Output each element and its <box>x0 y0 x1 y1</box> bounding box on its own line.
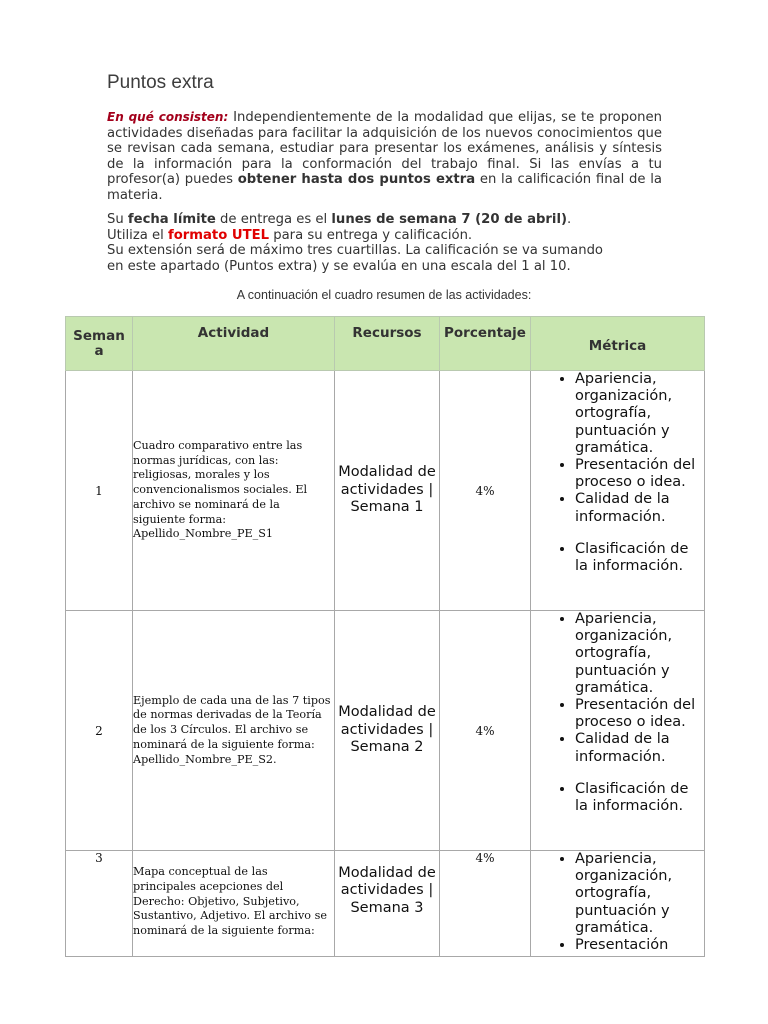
resource-cell: Modalidad de actividades | Semana 3 <box>335 851 440 957</box>
intro-text: Independientemente de la modalidad que elijas, se te proponen actividades diseñadas para facilitar la adquisición de los nuevos conocimientos que se revisan cada semana, estudiar para presentar los exámenes, análisis y síntesis de la información para la conformación del trabajo final. Si las envías a tu profesor(a) puedes <box>107 110 663 188</box>
metric-list <box>531 851 704 954</box>
intro-bold: obtener hasta dos puntos extra <box>237 172 476 188</box>
deadline-paragraph <box>107 212 667 274</box>
percent-cell: 4% <box>440 851 531 957</box>
header-resources: Recursos <box>335 317 440 371</box>
metric-item: • Apariencia, organización, ortografía, puntuación y gramática. <box>575 611 704 697</box>
activity-cell: Ejemplo de cada una de las 7 tipos de normas derivadas de la Teoría de los 3 Círculos. El archivo se nominará de la siguiente forma: Apellido_Nombre_PE_S2. <box>133 611 335 851</box>
deadline-line-2: Utiliza el formato UTEL para su entrega y calificación. <box>107 227 473 243</box>
metric-item: • Apariencia, organización, ortografía, puntuación y gramática. <box>575 371 704 457</box>
resource-cell: Modalidad de actividades | Semana 1 <box>335 371 440 611</box>
activity-cell: Mapa conceptual de las principales acepciones del Derecho: Objetivo, Subjetivo, Sustantivo, Adjetivo. El archivo se nominará de la siguiente forma: <box>133 851 335 957</box>
page-title: Puntos extra <box>107 72 214 93</box>
activities-table <box>65 316 705 957</box>
week-cell: 2 <box>66 611 133 851</box>
table-caption: A continuación el cuadro resumen de las actividades: <box>236 288 532 302</box>
metric-item: • Presentación del proceso o idea. <box>575 457 704 491</box>
percent-cell: 4% <box>440 611 531 851</box>
resource-cell: Modalidad de actividades | Semana 2 <box>335 611 440 851</box>
metric-item: • Clasificación de la información. <box>575 541 704 575</box>
week-cell: 1 <box>66 371 133 611</box>
metric-item: • Calidad de la información. <box>575 731 704 765</box>
header-week: Seman a <box>66 317 133 371</box>
percent-cell: 4% <box>440 371 531 611</box>
intro-lead: En qué consisten: <box>107 110 229 124</box>
metric-item: • Clasificación de la información. <box>575 781 704 815</box>
metric-item: • Presentación <box>575 937 704 954</box>
table-header-row <box>66 317 705 371</box>
metric-list <box>531 371 704 575</box>
deadline-line-4: en este apartado (Puntos extra) y se evalúa en una escala del 1 al 10. <box>107 258 571 274</box>
metric-item: • Presentación del proceso o idea. <box>575 697 704 731</box>
metric-item: • Apariencia, organización, ortografía, puntuación y gramática. <box>575 851 704 937</box>
deadline-line-3: Su extensión será de máximo tres cuartillas. La calificación se va sumando <box>107 243 604 259</box>
header-activity: Actividad <box>133 317 335 371</box>
week-cell: 3 <box>66 851 133 957</box>
metric-item: • Calidad de la información. <box>575 491 704 525</box>
table-row <box>66 851 705 957</box>
header-percentage: Porcentaje <box>440 317 531 371</box>
deadline-line-1: Su fecha límite de entrega es el lunes de semana 7 (20 de abril). <box>107 212 572 227</box>
table-row <box>66 371 705 611</box>
intro-text-end: en la calificación final de la materia. <box>107 172 662 203</box>
metric-cell <box>531 611 705 851</box>
table-row <box>66 611 705 851</box>
formato-utel: formato UTEL <box>167 227 269 243</box>
intro-paragraph <box>107 110 662 204</box>
activity-cell: Cuadro comparativo entre las normas jurídicas, con las: religiosas, morales y los convencionalismos sociales. El archivo se nominará de la siguiente forma: Apellido_Nombre_PE_S1 <box>133 371 335 611</box>
header-metric: Métrica <box>531 317 705 371</box>
metric-cell <box>531 851 705 957</box>
metric-cell <box>531 371 705 611</box>
metric-list <box>531 611 704 815</box>
